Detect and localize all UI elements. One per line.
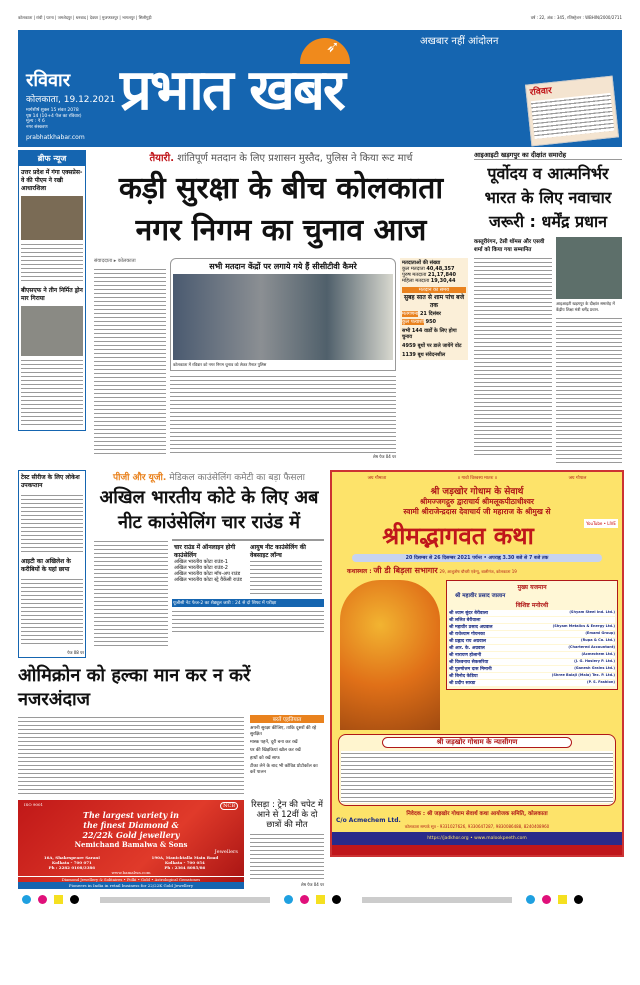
registration-mark-icon <box>316 895 325 904</box>
registration-mark-icon <box>284 895 293 904</box>
guest-company: (Shyam Metalics & Energy Ltd.) <box>552 624 615 628</box>
registration-mark-icon <box>300 895 309 904</box>
right-story <box>474 150 622 466</box>
kicker-text: शांतिपूर्ण मतदान के लिए प्रशासन मुस्तैद, पुलिस ने किया रूट मार्च <box>177 153 413 164</box>
lead-byline: संवाददाता ▸ कोलकाता <box>94 258 136 264</box>
guest-row <box>449 610 615 616</box>
ad-top-text: जय गौमाता <box>367 476 387 481</box>
bird-icon: ➶ <box>326 37 340 56</box>
guest-company: (Chartered Accountant) <box>568 645 615 649</box>
day: रविवार <box>26 70 71 91</box>
guest-name: श्री पुरुषोत्तम दास मिमानी <box>449 667 492 672</box>
neet-headline: अखिल भारतीय कोटे के लिए अब नीट काउंसेलिंग चार राउंड में <box>99 487 319 533</box>
ad-brand: Nemichand Bamalwa & Sons <box>74 840 188 849</box>
registration-mark-icon <box>70 895 79 904</box>
guests-label: विशिष्ट मनोरथी <box>515 602 549 609</box>
guest-row <box>449 673 615 679</box>
guest-row <box>449 659 615 665</box>
host-name: श्री महावीर प्रसाद जालान <box>455 593 506 599</box>
ad-line: The largest variety in <box>83 810 179 820</box>
guest-row <box>449 624 615 630</box>
brief-title: आइटी का अखिलेश के करीबियों के यहां छापा <box>21 558 71 573</box>
brand-logo: प्रभात खबर <box>120 58 344 123</box>
ad-line: the finest Diamond & <box>83 820 179 830</box>
ad-dates: 20 दिसम्बर से 26 दिसम्बर 2021 पर्यन्त • अपराह्न 3.30 बजे से 7 बजे तक <box>352 554 602 562</box>
registration-mark-icon <box>38 895 47 904</box>
count-value: 21 दिसंबर <box>419 311 441 317</box>
bottom-section <box>18 470 622 889</box>
omicron-story <box>18 664 324 795</box>
ad-footer: Pioneers in India in retail business for 22/22K Gold Jewellery <box>18 882 244 889</box>
brief-title: बीएसएफ ने तीन निर्मित ड्रोन मार गिराया <box>21 287 83 302</box>
guest-company: (P. S. Fashion) <box>587 680 615 684</box>
stat-value: 19,30,44 <box>430 278 456 284</box>
candidates-value: 950 <box>425 319 437 325</box>
registration-mark-icon <box>558 895 567 904</box>
brief-more: पेज 08 पर <box>67 650 84 655</box>
pages: पृष्ठ 14 (10+4 पेज का रविवार) <box>26 113 82 119</box>
guest-name: श्री विश्वनाथ सेकसरिया <box>449 660 489 665</box>
brief-news-column <box>18 150 86 431</box>
stat-bullet: 4959 बूथों पर डाले जायेंगे वोट <box>402 343 462 349</box>
headline-line: नगर निगम का चुनाव आज <box>135 213 427 248</box>
neet-story <box>94 470 324 649</box>
box-item: अखिल भारतीय कोटा राउंड-2 <box>174 565 228 571</box>
ad-line: श्री जड़खोर गोधाम के सेवार्थ <box>430 487 524 497</box>
ad-contact: कोलकाता सम्पर्क सूत्र - 9331027626, 9330647287, 9830086488, 8240408960 <box>404 824 550 829</box>
iso-badge: ISO 9001 <box>24 802 44 807</box>
registration-bar <box>100 897 270 903</box>
guest-row <box>449 638 615 644</box>
price: मूल्य : ₹ 6 <box>26 119 45 124</box>
guest-row <box>449 652 615 658</box>
brief-photo-pm <box>21 196 83 240</box>
ad-top-text: ॥ गावो विश्वस्य मातरः ॥ <box>457 476 498 481</box>
registration: वर्ष : 22, अंक : 345, रजिस्ट्रेशन : WBHIN/2000/2711 <box>530 15 622 20</box>
ad-line: 22/22k Gold jewellery <box>82 830 180 840</box>
box-item: अखिल भारतीय कोटा राउंड-1 <box>174 559 228 565</box>
stat-label: कुल मतदाता <box>402 266 425 272</box>
guest-company: (Rupa & Co. Ltd.) <box>580 638 615 642</box>
jewellery-ad[interactable] <box>18 800 244 889</box>
headline-line: कड़ी सुरक्षा के बीच कोलकाता <box>118 171 444 206</box>
guest-company: (Acmechem Ltd.) <box>581 652 615 656</box>
stats-title: मतदाताओं की संख्या <box>402 260 441 266</box>
guest-name: श्री आर. के. अग्रवाल <box>449 646 485 651</box>
neet-info-box <box>172 539 324 597</box>
guest-name: श्री राधेश्याम गोयनका <box>449 632 485 637</box>
stat-value: 21,17,840 <box>427 272 456 278</box>
ad-brand-sub: Jewellers <box>214 849 238 855</box>
right-kicker: आइआइटी खड़गपुर का दीक्षांत समारोह <box>474 150 622 160</box>
ad-address: Kolkata - 700 054 <box>164 860 205 865</box>
top-section <box>18 150 622 466</box>
right-bullet: कस्तूरीरंगन, टेसी थॉमस और एसवी शर्मा को किया गया सम्मानित <box>474 239 545 253</box>
registration-mark-icon <box>332 895 341 904</box>
ad-top-text: जय गोपाल <box>568 476 587 481</box>
ad-phone: Ph : 2364 8085/86 <box>164 865 206 870</box>
lead-photo <box>173 274 393 360</box>
guest-row <box>449 645 615 651</box>
ad-company: C/o Acmechem Ltd. <box>336 817 401 824</box>
youtube-live-badge: YouTube • LIVE <box>584 519 618 528</box>
guest-name: श्री नारायण होलानी <box>449 653 482 658</box>
registration-mark-icon <box>22 895 31 904</box>
risada-headline: रिसड़ा : ट्रेन की चपेट में आने से 12वीं के दो छात्रों की मौत <box>251 800 323 830</box>
stat-bullet: 1139 बूथ संवेदनशील <box>402 352 446 358</box>
stat-label: महिला मतदाता <box>402 278 430 284</box>
brief-label: ब्रीफ न्यूज <box>19 151 85 166</box>
brief-title: टेस्ट सीरीज के लिए लोकेश उपकप्तान <box>21 474 80 489</box>
ad-line: स्वामी श्रीराजेन्द्रदास देवाचार्य जी महाराज के श्रीमुख से <box>403 507 551 516</box>
calendar: मार्गशीर्ष शुक्ल 15 संवत 2078 <box>26 108 79 113</box>
box-item: टीका लेने के बाद भी कोविड प्रोटोकॉल का करें पालन <box>250 764 318 775</box>
box-item: हाथों को रखें साफ <box>250 756 280 761</box>
masthead-details <box>26 108 116 130</box>
omicron-headline: ओमिक्रोन को हल्का मान कर न करें नजरअंदाज <box>18 665 251 710</box>
box-title: बरतें एहतियात <box>250 715 324 723</box>
omicron-box <box>250 715 324 775</box>
lead-story <box>94 150 468 460</box>
brief-news-column-continued <box>18 470 86 658</box>
box-title: आयुष नीट काउंसेलिंग की वेबसाइट लॉन्च <box>250 544 306 559</box>
ad-phone: Ph : 2282 0108/3386 <box>48 865 96 870</box>
host-label: मुख्य यजमान <box>517 584 547 591</box>
box-item: घर की खिड़कियां खोल कर रखें <box>250 748 301 753</box>
time-label: मतदान का समय <box>402 287 466 293</box>
registration-mark-icon <box>526 895 535 904</box>
stats-box <box>400 258 468 360</box>
guest-row <box>449 617 615 623</box>
lead-headline <box>94 168 468 252</box>
ad-web: www.bamalwa.com <box>111 870 151 875</box>
supplement-thumbnail <box>525 76 619 147</box>
guru-photo <box>340 580 440 730</box>
photo-title: सभी मतदान केंद्रों पर लगाये गये हैं सीसीटीवी कैमरे <box>209 262 357 271</box>
kicker-word: तैयारी. <box>149 153 175 164</box>
guest-row <box>449 680 615 686</box>
patrons-box <box>446 580 618 690</box>
ad-organizer: निवेदक : श्री जड़खोर गोधाम सेवार्थ कथा आयोजक समिति, कोलकाता <box>406 811 548 817</box>
guest-name: श्री ललित बेरीवाला <box>449 618 481 623</box>
venue: जी डी बिड़ला सभागार <box>373 566 438 575</box>
ad-web[interactable]: https://jadkhor.org • www.malookpeeth.com <box>332 832 622 845</box>
ad-line: श्रीमज्जगद्गुरु द्वाराचार्य श्रीमलूकपीठाधीश्वर <box>420 497 534 506</box>
trustees-label: श्री जड़खोर गोधाम के न्यासीगण <box>382 737 572 748</box>
box-item: मास्क पहनें, दूरी बना कर रखें <box>250 740 298 745</box>
registration-mark-icon <box>542 895 551 904</box>
box-item: अपनी सुरक्षा कीजिए, ताकि दूसरों की रहे सुरक्षित <box>250 726 317 737</box>
guest-company: (J. G. Hosiery P. Ltd.) <box>574 659 615 663</box>
candidates-label: कुल पत्याशी <box>402 319 424 325</box>
guest-company: (Emami Group) <box>585 631 615 635</box>
ad-address: Kolkata - 700 071 <box>51 860 92 865</box>
right-headline: पूर्वोदय व आत्मनिर्भर भारत के लिए नवाचार जरूरी : धर्मेंद्र प्रधान <box>484 164 612 231</box>
lead-kicker <box>94 150 468 164</box>
ad-products: Diamond Jewellery & Solitaires • Polki • Gold • Astrological Gemstones <box>18 876 244 882</box>
tagline: अखबार नहीं आंदोलन <box>420 36 499 47</box>
time-value: सुबह सात से शाम पांच बजे तक <box>403 294 465 309</box>
stat-bullet: सभी 144 वार्डों के लिए होगा चुनाव <box>402 328 457 340</box>
ncb-badge: NCB <box>220 802 238 810</box>
guest-name: श्री प्रह्लाद राय अग्रवाल <box>449 639 487 644</box>
lead-photo-box <box>170 258 396 371</box>
kicker-word: पीजी और यूजी. <box>113 473 167 483</box>
right-caption: आइआइटी खड़गपुर के दीक्षांत समारोह में केंद्रीय शिक्षा मंत्री धर्मेंद्र प्रधान. <box>556 301 615 312</box>
box-title: चार राउंड में ऑनलाइन होगी काउंसेलिंग <box>174 544 236 559</box>
guest-name: श्री प्रदीप सारडा <box>449 681 476 686</box>
trustees-box <box>338 734 616 806</box>
bhagwat-katha-ad[interactable] <box>330 470 624 857</box>
registration-strip <box>18 895 622 904</box>
registration-mark-icon <box>574 895 583 904</box>
edition-list: कोलकाता | रांची | पटना | जमशेदपुर | धनबाद | देवघर | मुजफ्फरपुर | भागलपुर | सिलीगुड़ी <box>18 15 152 20</box>
edition: नगर संस्करण <box>26 124 48 130</box>
neet-bar: यूजीसी नेट फेज-2 का शेड्यूल जारी : 24 से दो शिफ्ट में परीक्षा <box>172 599 324 607</box>
box-item: अखिल भारतीय कोटा मॉप-अप राउंड <box>174 571 241 577</box>
guest-list <box>449 610 615 686</box>
registration-bar <box>362 897 512 903</box>
brief-photo-drone <box>21 306 83 356</box>
guest-company: (Shyam Steel Ind. Ltd.) <box>569 610 615 614</box>
guest-row <box>449 666 615 672</box>
brief-title: उत्तर प्रदेश में गंगा एक्सप्रेस-वे की पीएम ने रखी आधारशिला <box>21 169 83 192</box>
venue-label: कथास्थल : <box>347 568 372 575</box>
ad-title: श्रीमद्भागवत कथा <box>382 522 534 550</box>
registration-mark-icon <box>54 895 63 904</box>
venue-address: 29, आशुतोष चौधरी एवेन्यू, बालीगंज, कोलकाता 19 <box>439 569 517 574</box>
lead-continued: शेष पेज 04 पर <box>372 454 396 459</box>
box-item: अखिल भारतीय कोटा स्ट्रे वैकेंसी राउंड <box>174 577 242 583</box>
neet-kicker <box>94 470 324 483</box>
count-label: मतगणना <box>402 311 419 317</box>
kicker-text: मेडिकल काउंसेलिंग कमेटी का बड़ा फैसला <box>169 473 305 483</box>
guest-company: (Ganesh Grains Ltd.) <box>574 666 615 670</box>
stat-label: पुरुष मतदाता <box>402 272 427 278</box>
guest-company: (Shree Balaji (Mala) Tex. P. Ltd.) <box>551 673 615 677</box>
guest-row <box>449 631 615 637</box>
supplement-title: रविवार <box>529 86 553 99</box>
guest-name: श्री श्याम सुंदर बेरीवाला <box>449 611 488 616</box>
stat-value: 40,48,357 <box>426 266 455 272</box>
guest-name: श्री बिनोद केडिया <box>449 674 478 679</box>
page-body <box>18 150 622 904</box>
date: कोलकाता, 19.12.2021 <box>26 95 116 105</box>
right-photo <box>556 237 622 299</box>
photo-caption: कोलकाता में रविवार को नगर निगम चुनाव को लेकर तैनात पुलिस <box>171 360 395 370</box>
ad-address: 16A, Shakespeare Sarani <box>43 855 100 860</box>
ad-address: 190A, Manicktalla Main Road <box>151 855 219 860</box>
risada-more: शेष पेज 04 पर <box>300 882 324 887</box>
website[interactable]: prabhatkhabar.com <box>26 134 85 141</box>
guest-name: श्री महावीर प्रसाद अग्रवाल <box>449 625 493 630</box>
